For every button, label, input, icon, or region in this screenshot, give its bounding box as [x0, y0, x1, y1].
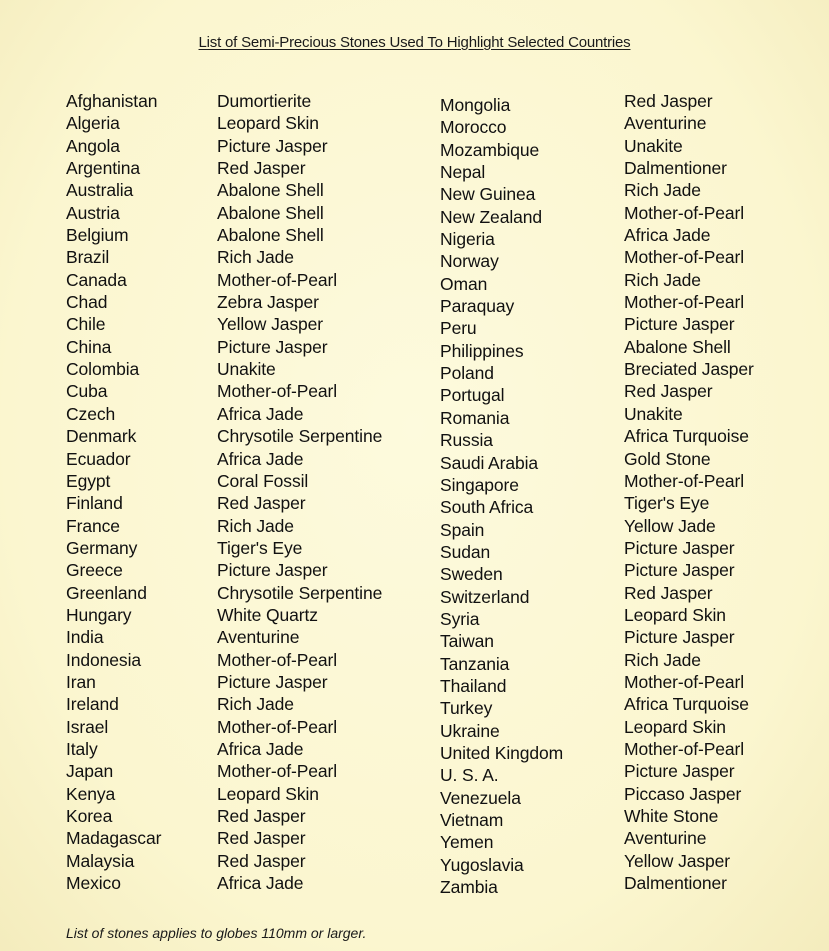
country-name: Turkey [440, 698, 493, 719]
right-stones-column [624, 90, 754, 894]
stone-name: Picture Jasper [217, 671, 328, 692]
stone-name: Rich Jade [624, 269, 701, 290]
country-name: Denmark [66, 426, 137, 447]
stone-name: Yellow Jasper [624, 850, 731, 871]
stone-name: Picture Jasper [217, 135, 328, 156]
country-name: Switzerland [440, 586, 530, 607]
country-name: Argentina [66, 158, 141, 179]
country-name: Poland [440, 363, 494, 384]
country-name: Japan [66, 761, 114, 782]
stone-name: Africa Turquoise [624, 694, 749, 715]
footnote: List of stones applies to globes 110mm or larger. [66, 925, 367, 941]
country-name: Morocco [440, 117, 507, 138]
stone-name: Mother-of-Pearl [217, 649, 338, 670]
stone-name: Tiger's Eye [624, 493, 710, 514]
stone-name: Breciated Jasper [624, 359, 754, 380]
stone-name: Leopard Skin [217, 783, 319, 804]
stone-name: Mother-of-Pearl [217, 381, 338, 402]
country-name: Syria [440, 608, 480, 629]
stone-name: Mother-of-Pearl [624, 202, 745, 223]
country-name: Belgium [66, 225, 129, 246]
stone-name: Africa Turquoise [624, 426, 749, 447]
stone-name: Abalone Shell [217, 225, 324, 246]
stone-name: Rich Jade [624, 649, 701, 670]
country-name: Oman [440, 273, 488, 294]
country-name: Tanzania [440, 653, 510, 674]
stone-name: Aventurine [217, 627, 300, 648]
country-name: United Kingdom [440, 742, 564, 763]
country-name: Algeria [66, 113, 120, 134]
stone-name: Gold Stone [624, 448, 711, 469]
stone-name: Mother-of-Pearl [624, 292, 745, 313]
country-name: Madagascar [66, 828, 162, 849]
stone-name: Tiger's Eye [217, 537, 303, 558]
stone-name: Abalone Shell [624, 336, 731, 357]
country-name: Norway [440, 251, 499, 272]
country-name: France [66, 515, 120, 536]
country-name: Colombia [66, 359, 140, 380]
stone-name: Mother-of-Pearl [217, 761, 338, 782]
stone-name: Picture Jasper [624, 627, 735, 648]
stone-name: Rich Jade [217, 694, 294, 715]
stone-name: Coral Fossil [217, 470, 309, 491]
stone-name: Aventurine [624, 113, 707, 134]
country-name: Indonesia [66, 649, 141, 670]
stone-name: Africa Jade [217, 403, 304, 424]
stone-name: Abalone Shell [217, 202, 324, 223]
country-name: Australia [66, 180, 134, 201]
country-name: Greece [66, 560, 123, 581]
stone-name: Mother-of-Pearl [217, 269, 338, 290]
country-name: Mozambique [440, 139, 540, 160]
country-name: Saudi Arabia [440, 452, 539, 473]
stone-name: Red Jasper [217, 806, 306, 826]
stone-name: Picture Jasper [624, 560, 735, 581]
country-name: New Guinea [440, 184, 536, 205]
country-name: Paraquay [440, 296, 515, 317]
country-name: South Africa [440, 497, 534, 518]
stone-name: Red Jasper [217, 493, 306, 514]
country-name: Canada [66, 269, 127, 290]
country-name: Angola [66, 135, 120, 156]
stone-name: Africa Jade [217, 448, 304, 469]
country-name: Afghanistan [66, 91, 158, 111]
stone-name: Africa Jade [624, 225, 711, 246]
right-countries-column [440, 94, 563, 898]
country-name: Romania [440, 407, 510, 428]
stone-name: Mother-of-Pearl [624, 470, 745, 491]
stone-name: Unakite [624, 403, 683, 424]
country-name: India [66, 627, 104, 648]
stone-name: Dalmentioner [624, 158, 727, 179]
stone-name: Picture Jasper [217, 336, 328, 357]
country-name: Thailand [440, 675, 507, 696]
country-name: Ecuador [66, 448, 131, 469]
country-name: Yemen [440, 832, 494, 853]
stone-name: Rich Jade [624, 180, 701, 201]
country-name: Portugal [440, 385, 505, 406]
country-name: U. S. A. [440, 765, 499, 786]
stone-name: Chrysotile Serpentine [217, 582, 383, 603]
country-name: Mexico [66, 873, 121, 894]
country-name: Singapore [440, 474, 519, 495]
stone-name: Leopard Skin [217, 113, 319, 134]
country-name: Brazil [66, 247, 110, 268]
country-name: Taiwan [440, 631, 494, 652]
stone-name: Picture Jasper [624, 314, 735, 335]
country-name: Vietnam [440, 810, 504, 830]
stone-name: Red Jasper [624, 381, 713, 402]
country-name: Venezuela [440, 787, 521, 808]
country-name: Czech [66, 403, 116, 424]
country-name: Malaysia [66, 850, 135, 871]
stone-name: Red Jasper [624, 91, 713, 111]
stone-name: Picture Jasper [624, 537, 735, 558]
stone-name: White Quartz [217, 604, 318, 625]
stone-name: White Stone [624, 806, 719, 826]
country-name: Greenland [66, 582, 147, 603]
stone-name: Mother-of-Pearl [624, 738, 745, 759]
country-name: Italy [66, 738, 98, 759]
country-name: Austria [66, 202, 120, 223]
stone-name: Mother-of-Pearl [624, 247, 745, 268]
country-name: Israel [66, 716, 109, 737]
stone-name: Mother-of-Pearl [624, 671, 745, 692]
stone-name: Red Jasper [217, 850, 306, 871]
country-name: Finland [66, 493, 123, 514]
stone-name: Abalone Shell [217, 180, 324, 201]
stone-name: Zebra Jasper [217, 292, 319, 313]
stone-name: Red Jasper [217, 158, 306, 179]
country-name: Sweden [440, 564, 503, 585]
stone-name: Unakite [217, 359, 276, 380]
country-name: Germany [66, 537, 138, 558]
left-stones-column [217, 90, 382, 894]
country-name: Philippines [440, 340, 524, 361]
country-name: New Zealand [440, 206, 543, 227]
country-name: Nigeria [440, 229, 495, 250]
country-name: Hungary [66, 604, 132, 625]
country-name: Sudan [440, 541, 491, 562]
stone-name: Picture Jasper [624, 761, 735, 782]
stone-name: Rich Jade [217, 515, 294, 536]
country-name: Ireland [66, 694, 119, 715]
stone-name: Chrysotile Serpentine [217, 426, 383, 447]
country-name: Yugoslavia [440, 854, 524, 875]
country-name: Nepal [440, 162, 486, 183]
stone-name: Leopard Skin [624, 716, 726, 737]
country-name: Kenya [66, 783, 116, 804]
stone-name: Yellow Jasper [217, 314, 324, 335]
stone-name: Mother-of-Pearl [217, 716, 338, 737]
country-name: Ukraine [440, 720, 500, 741]
country-name: Russia [440, 430, 493, 451]
stone-name: Yellow Jade [624, 515, 716, 536]
country-name: Chile [66, 314, 106, 335]
left-countries-column [66, 90, 161, 894]
country-name: Korea [66, 806, 113, 826]
country-name: Spain [440, 519, 485, 540]
country-name: Mongolia [440, 95, 511, 115]
stone-name: Africa Jade [217, 873, 304, 894]
stone-name: Rich Jade [217, 247, 294, 268]
country-name: Iran [66, 671, 96, 692]
stone-name: Leopard Skin [624, 604, 726, 625]
stone-name: Red Jasper [217, 828, 306, 849]
country-name: Zambia [440, 877, 498, 898]
stone-name: Picture Jasper [217, 560, 328, 581]
stone-name: Piccaso Jasper [624, 783, 742, 804]
stone-name: Aventurine [624, 828, 707, 849]
stone-name: Unakite [624, 135, 683, 156]
stone-name: Dumortierite [217, 91, 312, 111]
country-name: Chad [66, 292, 108, 313]
country-name: Cuba [66, 381, 108, 402]
stone-name: Red Jasper [624, 582, 713, 603]
country-name: Peru [440, 318, 477, 339]
country-name: Egypt [66, 470, 111, 491]
stone-name: Africa Jade [217, 738, 304, 759]
document-title: List of Semi-Precious Stones Used To Highlight Selected Countries [198, 34, 631, 51]
stone-name: Dalmentioner [624, 873, 727, 894]
country-name: China [66, 336, 112, 357]
